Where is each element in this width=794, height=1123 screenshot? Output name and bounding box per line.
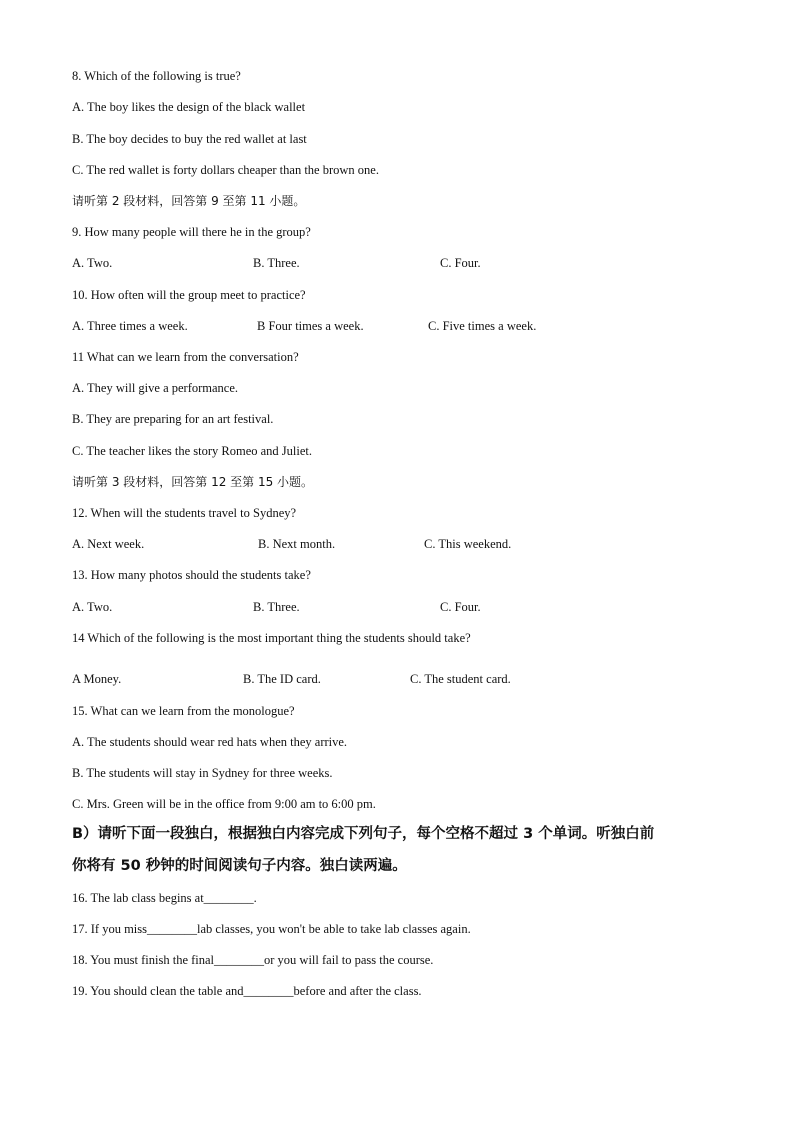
q8-option-a: A. The boy likes the design of the black wallet	[72, 100, 306, 114]
q16-sentence: 16. The lab class begins at________.	[72, 891, 257, 905]
q12-option-b: B. Next month.	[258, 537, 336, 551]
partB-instruction-line1: B）请听下面一段独白，根据独白内容完成下列句子，每个空格不超过 3 个单词。听独白前	[72, 826, 655, 842]
q15-option-c: C. Mrs. Green will be in the office from 9:00 am to 6:00 pm.	[72, 797, 376, 811]
q11-option-b: B. They are preparing for an art festival.	[72, 412, 274, 426]
partB-instruction-line2: 你将有 50 秒钟的时间阅读句子内容。独白读两遍。	[72, 858, 407, 874]
q13-stem: 13. How many photos should the students take?	[72, 568, 311, 582]
q8-option-c: C. The red wallet is forty dollars cheaper than the brown one.	[72, 163, 379, 177]
q10-option-b: B Four times a week.	[257, 319, 364, 333]
q15-option-b: B. The students will stay in Sydney for three weeks.	[72, 766, 333, 780]
q8-option-b: B. The boy decides to buy the red wallet at last	[72, 132, 307, 146]
q12-option-a: A. Next week.	[72, 537, 145, 551]
q14-stem: 14 Which of the following is the most important thing the students should take?	[72, 631, 471, 645]
q8-stem: 8. Which of the following is true?	[72, 69, 241, 83]
q14-option-c: C. The student card.	[410, 672, 511, 686]
q10-option-a: A. Three times a week.	[72, 319, 188, 333]
q10-stem: 10. How often will the group meet to practice?	[72, 288, 306, 302]
q12-stem: 12. When will the students travel to Sydney?	[72, 506, 297, 520]
q11-option-c: C. The teacher likes the story Romeo and Juliet.	[72, 444, 312, 458]
q9-stem: 9. How many people will there he in the group?	[72, 225, 311, 239]
q11-option-a: A. They will give a performance.	[72, 381, 239, 395]
q11-stem: 11 What can we learn from the conversation?	[72, 350, 299, 364]
q15-stem: 15. What can we learn from the monologue?	[72, 704, 295, 718]
q10-option-c: C. Five times a week.	[428, 319, 537, 333]
q12-option-c: C. This weekend.	[424, 537, 512, 551]
q17-sentence: 17. If you miss________lab classes, you won't be able to take lab classes again.	[72, 922, 471, 936]
section2-instruction: 请听第 2 段材料，回答第 9 至第 11 小题。	[72, 194, 306, 208]
q9-option-a: A. Two.	[72, 256, 113, 270]
q14-option-a: A Money.	[72, 672, 122, 686]
q18-sentence: 18. You must finish the final________or you will fail to pass the course.	[72, 953, 434, 967]
q13-option-b: B. Three.	[253, 600, 300, 614]
q14-option-b: B. The ID card.	[243, 672, 321, 686]
q13-option-a: A. Two.	[72, 600, 113, 614]
q9-option-c: C. Four.	[440, 256, 481, 270]
q9-option-b: B. Three.	[253, 256, 300, 270]
q19-sentence: 19. You should clean the table and________before and after the class.	[72, 984, 422, 998]
q15-option-a: A. The students should wear red hats when they arrive.	[72, 735, 348, 749]
q13-option-c: C. Four.	[440, 600, 481, 614]
section3-instruction: 请听第 3 段材料，回答第 12 至第 15 小题。	[72, 475, 314, 489]
